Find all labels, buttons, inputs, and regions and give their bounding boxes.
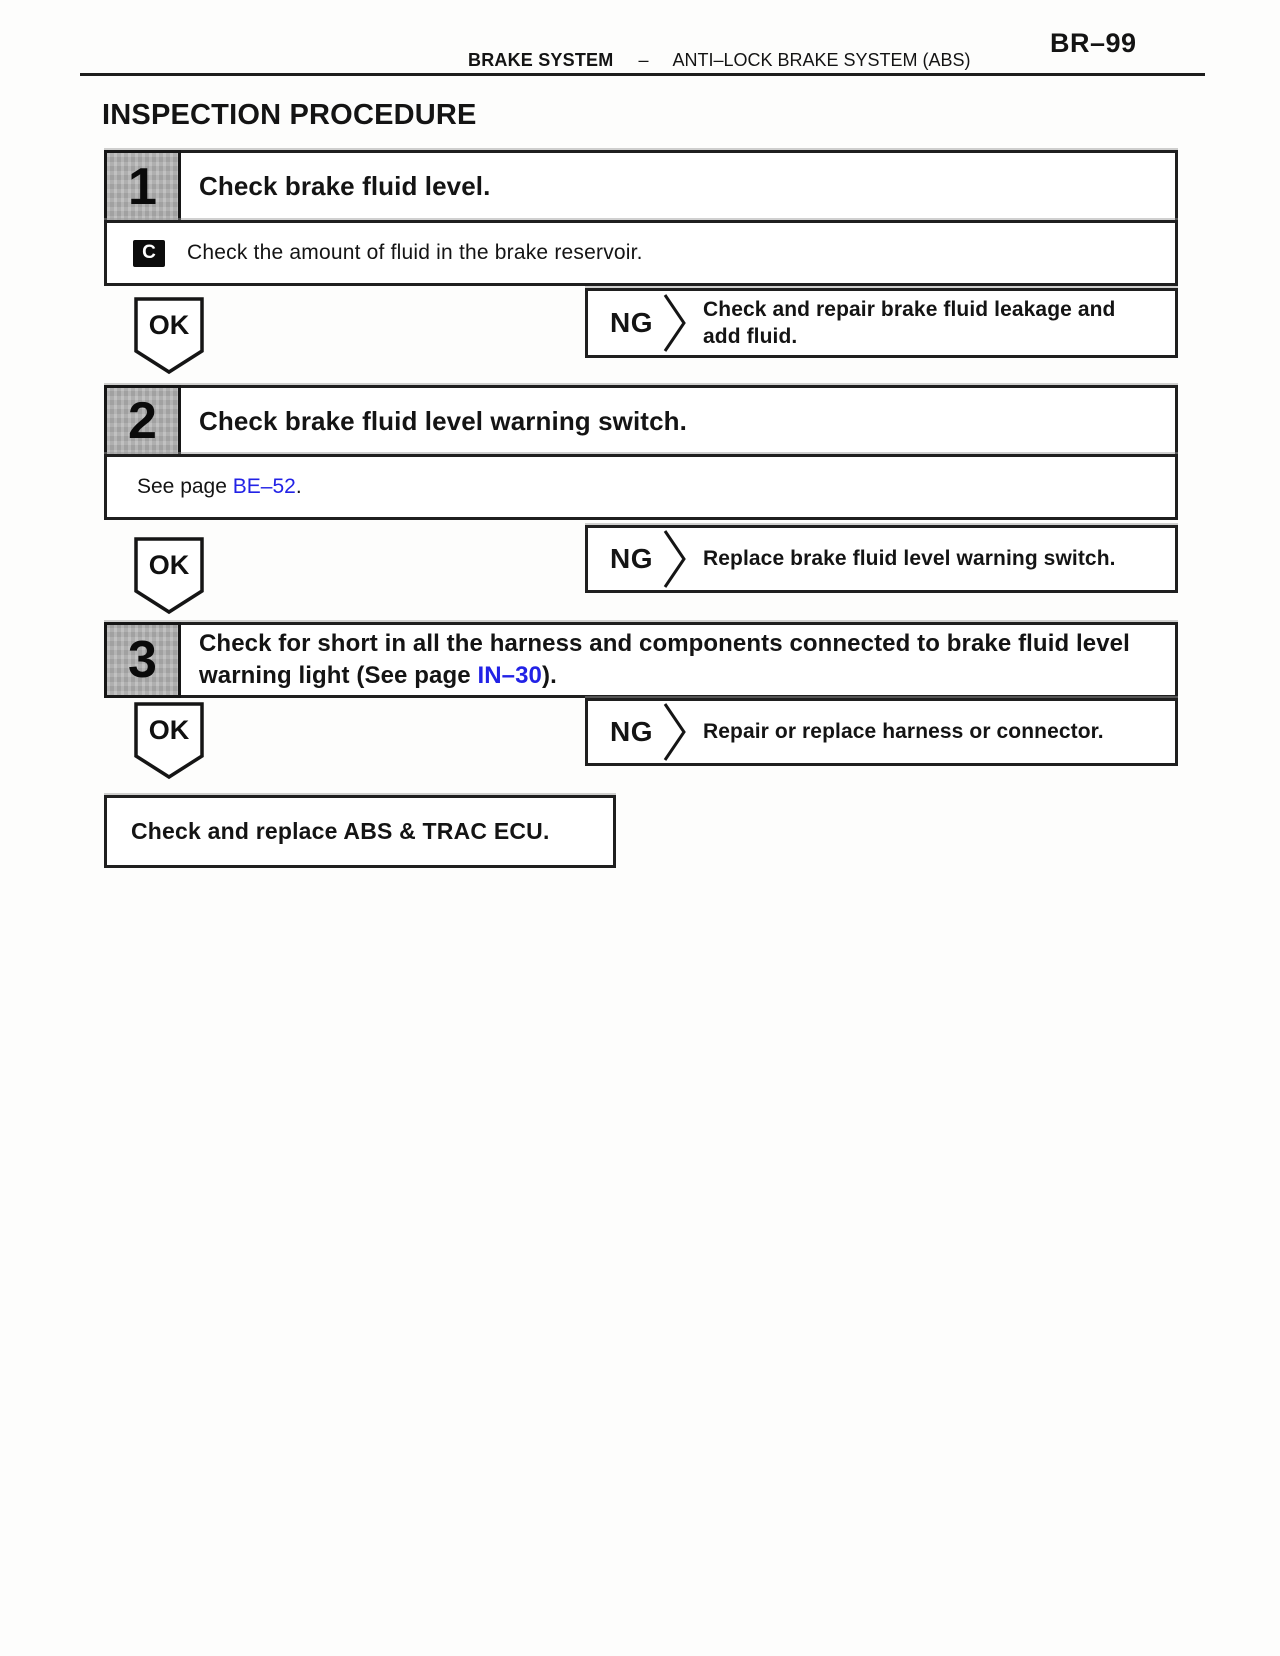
header-rule — [80, 73, 1205, 76]
final-result-box — [104, 795, 616, 868]
step-1-ng-result: Check and repair brake fluid leakage and add fluid. — [703, 297, 1116, 348]
step-2-ok-label: OK — [148, 550, 190, 580]
running-header — [468, 50, 971, 71]
step-3-title-suffix: ). — [541, 662, 557, 689]
step-3-ok-connector — [134, 702, 204, 780]
step-3-title-text: Check for short in all the harness and components connected to brake fluid level warning light (See page — [199, 630, 1130, 689]
step-2-ng-result: Replace brake fluid level warning switch. — [703, 547, 1116, 571]
step-3-page-link[interactable]: IN–30 — [477, 662, 542, 689]
step-3-ng-label: NG — [610, 716, 653, 747]
step-3-number-badge: 3 — [104, 622, 181, 698]
step-1-header-box — [104, 150, 1178, 223]
step-2-header-box — [104, 385, 1178, 457]
step-3-ng-box — [585, 698, 1178, 766]
step-2-instruction-box — [104, 454, 1178, 520]
ng-chevron-icon — [663, 703, 687, 761]
page-title: INSPECTION PROCEDURE — [102, 99, 477, 131]
step-2-instruction-suffix: . — [295, 475, 302, 498]
header-section: BRAKE SYSTEM — [468, 50, 614, 70]
step-3-ok-label: OK — [148, 715, 190, 745]
page-number: BR–99 — [1050, 28, 1137, 58]
step-2-ng-label: NG — [610, 543, 653, 574]
step-1-title: Check brake fluid level. — [199, 171, 491, 201]
step-2-number-badge: 2 — [104, 385, 181, 457]
step-2-instruction — [137, 475, 302, 499]
step-3-title — [107, 628, 1175, 691]
c-badge-icon: C — [133, 240, 165, 267]
ng-chevron-icon — [663, 530, 687, 588]
header-subsection: ANTI–LOCK BRAKE SYSTEM (ABS) — [672, 50, 971, 70]
step-2-ok-connector — [134, 537, 204, 615]
step-1-ng-label: NG — [610, 307, 653, 338]
step-2-page-link[interactable]: BE–52 — [232, 475, 296, 498]
step-1-ng-box — [585, 288, 1178, 358]
final-result-text: Check and replace ABS & TRAC ECU. — [131, 818, 550, 844]
step-3-ng-result: Repair or replace harness or connector. — [703, 720, 1104, 744]
step-2-instruction-prefix: See page — [137, 475, 233, 498]
header-separator: – — [638, 50, 649, 70]
step-1-ok-label: OK — [148, 310, 190, 340]
step-3-header-box — [104, 622, 1178, 698]
step-1-number-badge: 1 — [104, 150, 181, 223]
ng-chevron-icon — [663, 294, 687, 352]
step-1-instruction: Check the amount of fluid in the brake reservoir. — [187, 241, 643, 264]
step-2-title: Check brake fluid level warning switch. — [199, 405, 687, 436]
step-1-ok-connector — [134, 297, 204, 375]
step-2-ng-box — [585, 525, 1178, 593]
step-1-instruction-box — [104, 220, 1178, 286]
